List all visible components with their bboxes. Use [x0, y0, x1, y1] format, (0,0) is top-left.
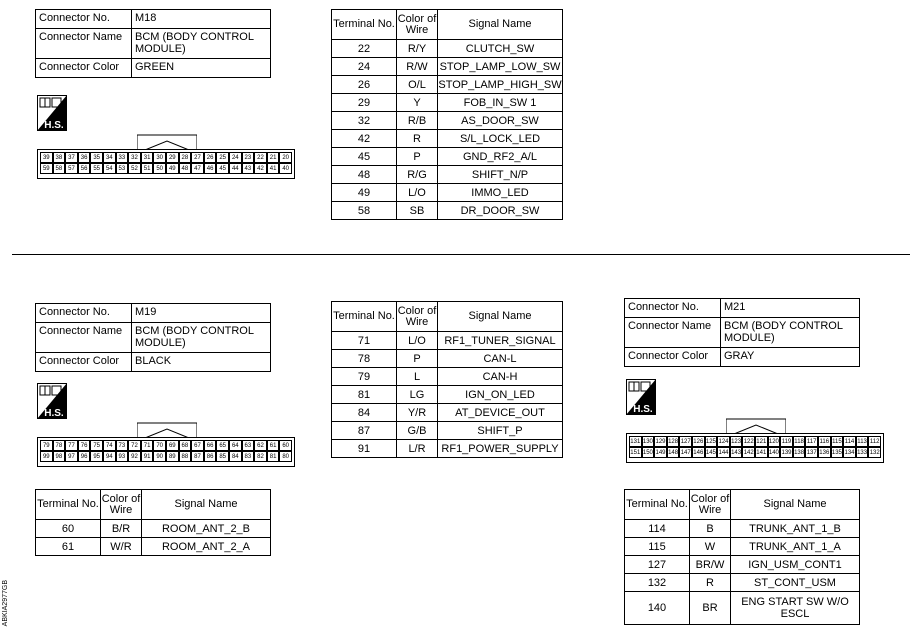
terminal-row — [332, 386, 563, 404]
connector-pin: 87 — [191, 451, 204, 462]
label-connector-color: Connector Color — [625, 348, 721, 367]
connector-pin: 148 — [667, 447, 680, 458]
wire-color-cell: O/L — [397, 76, 438, 94]
m18-pin-grid — [40, 152, 292, 174]
terminal-no-cell: 79 — [332, 368, 397, 386]
signal-name-cell: S/L_LOCK_LED — [438, 130, 563, 148]
terminal-no-cell: 60 — [36, 520, 101, 538]
connector-pin: 131 — [629, 436, 642, 447]
connector-pin: 29 — [166, 152, 179, 163]
connector-pin: 128 — [667, 436, 680, 447]
connector-pin: 42 — [254, 163, 267, 174]
connector-pin: 60 — [279, 440, 292, 451]
terminal-row — [332, 440, 563, 458]
signal-name-cell: STOP_LAMP_LOW_SW — [438, 58, 563, 76]
wire-color-cell: BR/W — [690, 556, 731, 574]
connector-pin: 147 — [679, 447, 692, 458]
connector-pin: 95 — [90, 451, 103, 462]
terminal-row — [625, 520, 860, 538]
connector-pin: 67 — [191, 440, 204, 451]
m19-connector-name: BCM (BODY CONTROL MODULE) — [132, 323, 271, 353]
connector-pin: 22 — [254, 152, 267, 163]
connector-pin: 56 — [78, 163, 91, 174]
connector-pin: 23 — [242, 152, 255, 163]
signal-name-cell: CLUTCH_SW — [438, 40, 563, 58]
connector-pin: 98 — [53, 451, 66, 462]
connector-pin: 48 — [179, 163, 192, 174]
m18-info-table — [35, 9, 271, 78]
connector-pin: 80 — [279, 451, 292, 462]
wire-color-cell: Y — [397, 94, 438, 112]
m18-connector-diagram — [37, 134, 295, 180]
signal-name-cell: AT_DEVICE_OUT — [438, 404, 563, 422]
hs-label: H.S. — [633, 404, 653, 415]
hs-badge-icon — [626, 379, 656, 415]
label-connector-color: Connector Color — [36, 59, 132, 78]
signal-name-cell: FOB_IN_SW 1 — [438, 94, 563, 112]
wire-color-cell: R/Y — [397, 40, 438, 58]
connector-pin: 93 — [116, 451, 129, 462]
connector-pin: 31 — [141, 152, 154, 163]
connector-pin: 68 — [179, 440, 192, 451]
connector-pin: 61 — [267, 440, 280, 451]
header-signal-name: Signal Name — [731, 490, 860, 520]
wire-color-cell: L/O — [397, 184, 438, 202]
terminal-row — [332, 148, 563, 166]
m19-connector-color: BLACK — [132, 353, 271, 372]
connector-pin: 115 — [831, 436, 844, 447]
wire-color-cell: B/R — [101, 520, 142, 538]
connector-pin: 43 — [242, 163, 255, 174]
connector-pin: 99 — [40, 451, 53, 462]
connector-pin: 36 — [78, 152, 91, 163]
terminal-no-cell: 22 — [332, 40, 397, 58]
signal-name-cell: GND_RF2_A/L — [438, 148, 563, 166]
connector-pin: 89 — [166, 451, 179, 462]
connector-pin: 117 — [805, 436, 818, 447]
connector-pin: 82 — [254, 451, 267, 462]
connector-pin: 140 — [768, 447, 781, 458]
connector-pin: 21 — [267, 152, 280, 163]
m21-connector-diagram — [626, 418, 884, 464]
connector-pin: 94 — [103, 451, 116, 462]
terminal-row — [332, 350, 563, 368]
signal-name-cell: TRUNK_ANT_1_B — [731, 520, 860, 538]
m21-connector-color: GRAY — [721, 348, 860, 367]
m19-connector-no: M19 — [132, 304, 271, 323]
connector-pin: 97 — [65, 451, 78, 462]
terminal-row — [332, 40, 563, 58]
terminal-row — [332, 112, 563, 130]
section-divider — [12, 254, 910, 255]
connector-pin: 58 — [53, 163, 66, 174]
connector-pin: 146 — [692, 447, 705, 458]
connector-pin: 81 — [267, 451, 280, 462]
connector-pin: 118 — [793, 436, 806, 447]
wire-color-cell: W/R — [101, 538, 142, 556]
signal-name-cell: ROOM_ANT_2_B — [142, 520, 271, 538]
signal-name-cell: SHIFT_N/P — [438, 166, 563, 184]
connector-pin: 73 — [116, 440, 129, 451]
label-connector-color: Connector Color — [36, 353, 132, 372]
hs-badge-icon — [37, 383, 67, 419]
terminal-no-cell: 45 — [332, 148, 397, 166]
label-connector-no: Connector No. — [36, 10, 132, 29]
connector-pin: 63 — [242, 440, 255, 451]
label-connector-name: Connector Name — [36, 29, 132, 59]
connector-pin: 69 — [166, 440, 179, 451]
wire-color-cell: P — [397, 350, 438, 368]
terminal-row — [332, 58, 563, 76]
terminal-no-cell: 81 — [332, 386, 397, 404]
connector-pin: 47 — [191, 163, 204, 174]
m19-terminal-table-a — [331, 301, 563, 458]
m21-connector-name: BCM (BODY CONTROL MODULE) — [721, 318, 860, 348]
connector-pin: 51 — [141, 163, 154, 174]
signal-name-cell: CAN-H — [438, 368, 563, 386]
m21-connector-no: M21 — [721, 299, 860, 318]
hs-label: H.S. — [44, 408, 64, 419]
connector-pin: 133 — [856, 447, 869, 458]
connector-pin: 141 — [755, 447, 768, 458]
terminal-row — [332, 332, 563, 350]
wire-color-cell: R/W — [397, 58, 438, 76]
signal-name-cell: RF1_POWER_SUPPLY — [438, 440, 563, 458]
m19-hs-badge — [37, 383, 67, 424]
signal-name-cell: IGN_USM_CONT1 — [731, 556, 860, 574]
connector-pin: 35 — [90, 152, 103, 163]
connector-pin: 40 — [279, 163, 292, 174]
terminal-no-cell: 42 — [332, 130, 397, 148]
connector-pin: 150 — [642, 447, 655, 458]
connector-pin: 71 — [141, 440, 154, 451]
connector-pin: 52 — [128, 163, 141, 174]
m19-connector-diagram — [37, 422, 295, 468]
terminal-row — [332, 368, 563, 386]
wire-color-cell: L/R — [397, 440, 438, 458]
terminal-row — [332, 94, 563, 112]
m18-connector-color: GREEN — [132, 59, 271, 78]
header-terminal-no: Terminal No. — [332, 302, 397, 332]
connector-pin: 142 — [742, 447, 755, 458]
connector-pin: 78 — [53, 440, 66, 451]
connector-pin: 54 — [103, 163, 116, 174]
connector-pin: 74 — [103, 440, 116, 451]
connector-pin: 79 — [40, 440, 53, 451]
connector-pin: 85 — [216, 451, 229, 462]
terminal-row — [332, 184, 563, 202]
connector-pin: 75 — [90, 440, 103, 451]
signal-name-cell: ROOM_ANT_2_A — [142, 538, 271, 556]
terminal-no-cell: 78 — [332, 350, 397, 368]
terminal-no-cell: 49 — [332, 184, 397, 202]
connector-pin: 72 — [128, 440, 141, 451]
connector-pin: 25 — [216, 152, 229, 163]
connector-pin: 91 — [141, 451, 154, 462]
wire-color-cell: R — [690, 574, 731, 592]
connector-pin: 41 — [267, 163, 280, 174]
connector-pin: 120 — [768, 436, 781, 447]
connector-pin: 116 — [818, 436, 831, 447]
wire-color-cell: BR — [690, 592, 731, 625]
m18-connector-name: BCM (BODY CONTROL MODULE) — [132, 29, 271, 59]
m21-hs-badge — [626, 379, 656, 420]
signal-name-cell: RF1_TUNER_SIGNAL — [438, 332, 563, 350]
wire-color-cell: R — [397, 130, 438, 148]
connector-pin: 84 — [229, 451, 242, 462]
terminal-no-cell: 29 — [332, 94, 397, 112]
connector-pin: 28 — [179, 152, 192, 163]
connector-pin: 37 — [65, 152, 78, 163]
terminal-no-cell: 24 — [332, 58, 397, 76]
connector-pin: 139 — [780, 447, 793, 458]
signal-name-cell: ENG START SW W/O ESCL — [731, 592, 860, 625]
connector-pin: 57 — [65, 163, 78, 174]
header-signal-name: Signal Name — [438, 10, 563, 40]
terminal-no-cell: 87 — [332, 422, 397, 440]
connector-pin: 130 — [642, 436, 655, 447]
connector-pin: 149 — [654, 447, 667, 458]
m21-pin-grid — [629, 436, 881, 458]
wire-color-cell: L — [397, 368, 438, 386]
m19-terminal-table-b — [35, 489, 271, 556]
header-signal-name: Signal Name — [142, 490, 271, 520]
connector-pin: 45 — [216, 163, 229, 174]
terminal-row — [332, 76, 563, 94]
connector-latch-icon — [137, 134, 197, 150]
signal-name-cell: SHIFT_P — [438, 422, 563, 440]
label-connector-name: Connector Name — [625, 318, 721, 348]
terminal-no-cell: 132 — [625, 574, 690, 592]
connector-pin: 121 — [755, 436, 768, 447]
terminal-no-cell: 115 — [625, 538, 690, 556]
wire-color-cell: LG — [397, 386, 438, 404]
connector-pin: 123 — [730, 436, 743, 447]
m18-terminal-table — [331, 9, 563, 220]
connector-pin: 83 — [242, 451, 255, 462]
signal-name-cell: AS_DOOR_SW — [438, 112, 563, 130]
terminal-no-cell: 32 — [332, 112, 397, 130]
connector-pin: 143 — [730, 447, 743, 458]
connector-pin: 65 — [216, 440, 229, 451]
connector-pin: 96 — [78, 451, 91, 462]
connector-pin: 137 — [805, 447, 818, 458]
terminal-row — [625, 574, 860, 592]
connector-pin: 59 — [40, 163, 53, 174]
connector-latch-icon — [137, 422, 197, 438]
wire-color-cell: P — [397, 148, 438, 166]
terminal-row — [36, 520, 271, 538]
connector-pin: 90 — [153, 451, 166, 462]
connector-pin: 27 — [191, 152, 204, 163]
m18-hs-badge — [37, 95, 67, 136]
signal-name-cell: IGN_ON_LED — [438, 386, 563, 404]
m19-pin-grid — [40, 440, 292, 462]
terminal-no-cell: 71 — [332, 332, 397, 350]
terminal-row — [332, 422, 563, 440]
connector-pin: 113 — [856, 436, 869, 447]
signal-name-cell: DR_DOOR_SW — [438, 202, 563, 220]
hs-label: H.S. — [44, 120, 64, 131]
connector-pin: 62 — [254, 440, 267, 451]
connector-pin: 46 — [204, 163, 217, 174]
terminal-no-cell: 91 — [332, 440, 397, 458]
m21-info-table — [624, 298, 860, 367]
wire-color-cell: SB — [397, 202, 438, 220]
signal-name-cell: STOP_LAMP_HIGH_SW — [438, 76, 563, 94]
figure-code: ABKIA2977GB — [2, 580, 9, 627]
header-terminal-no: Terminal No. — [625, 490, 690, 520]
m18-connector-no: M18 — [132, 10, 271, 29]
connector-pin: 135 — [831, 447, 844, 458]
terminal-no-cell: 140 — [625, 592, 690, 625]
connector-pin: 39 — [40, 152, 53, 163]
terminal-no-cell: 26 — [332, 76, 397, 94]
wire-color-cell: R/G — [397, 166, 438, 184]
connector-pin: 92 — [128, 451, 141, 462]
wire-color-cell: L/O — [397, 332, 438, 350]
connector-pin: 66 — [204, 440, 217, 451]
connector-pin: 129 — [654, 436, 667, 447]
terminal-no-cell: 84 — [332, 404, 397, 422]
connector-pin: 145 — [705, 447, 718, 458]
header-terminal-no: Terminal No. — [36, 490, 101, 520]
connector-pin: 127 — [679, 436, 692, 447]
m21-terminal-table — [624, 489, 860, 625]
header-signal-name: Signal Name — [438, 302, 563, 332]
signal-name-cell: IMMO_LED — [438, 184, 563, 202]
connector-pin: 77 — [65, 440, 78, 451]
label-connector-no: Connector No. — [36, 304, 132, 323]
label-connector-no: Connector No. — [625, 299, 721, 318]
connector-pin: 24 — [229, 152, 242, 163]
header-color-of-wire: Color of Wire — [690, 490, 731, 520]
connector-pin: 122 — [742, 436, 755, 447]
header-color-of-wire: Color of Wire — [397, 10, 438, 40]
signal-name-cell: CAN-L — [438, 350, 563, 368]
header-terminal-no: Terminal No. — [332, 10, 397, 40]
signal-name-cell: TRUNK_ANT_1_A — [731, 538, 860, 556]
connector-pin: 86 — [204, 451, 217, 462]
terminal-no-cell: 48 — [332, 166, 397, 184]
terminal-no-cell: 114 — [625, 520, 690, 538]
terminal-row — [332, 202, 563, 220]
terminal-row — [625, 556, 860, 574]
connector-pin: 124 — [717, 436, 730, 447]
hs-badge-icon — [37, 95, 67, 131]
connector-latch-icon — [726, 418, 786, 434]
terminal-row — [625, 592, 860, 625]
connector-pin: 125 — [705, 436, 718, 447]
connector-pin: 151 — [629, 447, 642, 458]
terminal-row — [332, 166, 563, 184]
connector-pin: 49 — [166, 163, 179, 174]
connector-pin: 64 — [229, 440, 242, 451]
wire-color-cell: Y/R — [397, 404, 438, 422]
connector-pin: 76 — [78, 440, 91, 451]
connector-pin: 144 — [717, 447, 730, 458]
terminal-row — [625, 538, 860, 556]
connector-pin: 114 — [843, 436, 856, 447]
connector-pin: 119 — [780, 436, 793, 447]
connector-pin: 26 — [204, 152, 217, 163]
header-color-of-wire: Color of Wire — [397, 302, 438, 332]
terminal-no-cell: 58 — [332, 202, 397, 220]
terminal-row — [36, 538, 271, 556]
terminal-row — [332, 130, 563, 148]
connector-pin: 38 — [53, 152, 66, 163]
wire-color-cell: R/B — [397, 112, 438, 130]
terminal-row — [332, 404, 563, 422]
connector-pin: 138 — [793, 447, 806, 458]
terminal-no-cell: 61 — [36, 538, 101, 556]
connector-pin: 132 — [868, 447, 881, 458]
signal-name-cell: ST_CONT_USM — [731, 574, 860, 592]
wire-color-cell: G/B — [397, 422, 438, 440]
wire-color-cell: B — [690, 520, 731, 538]
connector-pin: 44 — [229, 163, 242, 174]
connector-pin: 126 — [692, 436, 705, 447]
connector-pin: 34 — [103, 152, 116, 163]
connector-pin: 88 — [179, 451, 192, 462]
connector-pin: 20 — [279, 152, 292, 163]
connector-pin: 134 — [843, 447, 856, 458]
connector-pin: 112 — [868, 436, 881, 447]
connector-pin: 33 — [116, 152, 129, 163]
connector-pin: 136 — [818, 447, 831, 458]
m19-info-table — [35, 303, 271, 372]
wire-color-cell: W — [690, 538, 731, 556]
connector-pin: 55 — [90, 163, 103, 174]
header-color-of-wire: Color of Wire — [101, 490, 142, 520]
connector-pin: 30 — [153, 152, 166, 163]
connector-pin: 53 — [116, 163, 129, 174]
connector-pin: 32 — [128, 152, 141, 163]
connector-pin: 50 — [153, 163, 166, 174]
terminal-no-cell: 127 — [625, 556, 690, 574]
label-connector-name: Connector Name — [36, 323, 132, 353]
connector-pin: 70 — [153, 440, 166, 451]
